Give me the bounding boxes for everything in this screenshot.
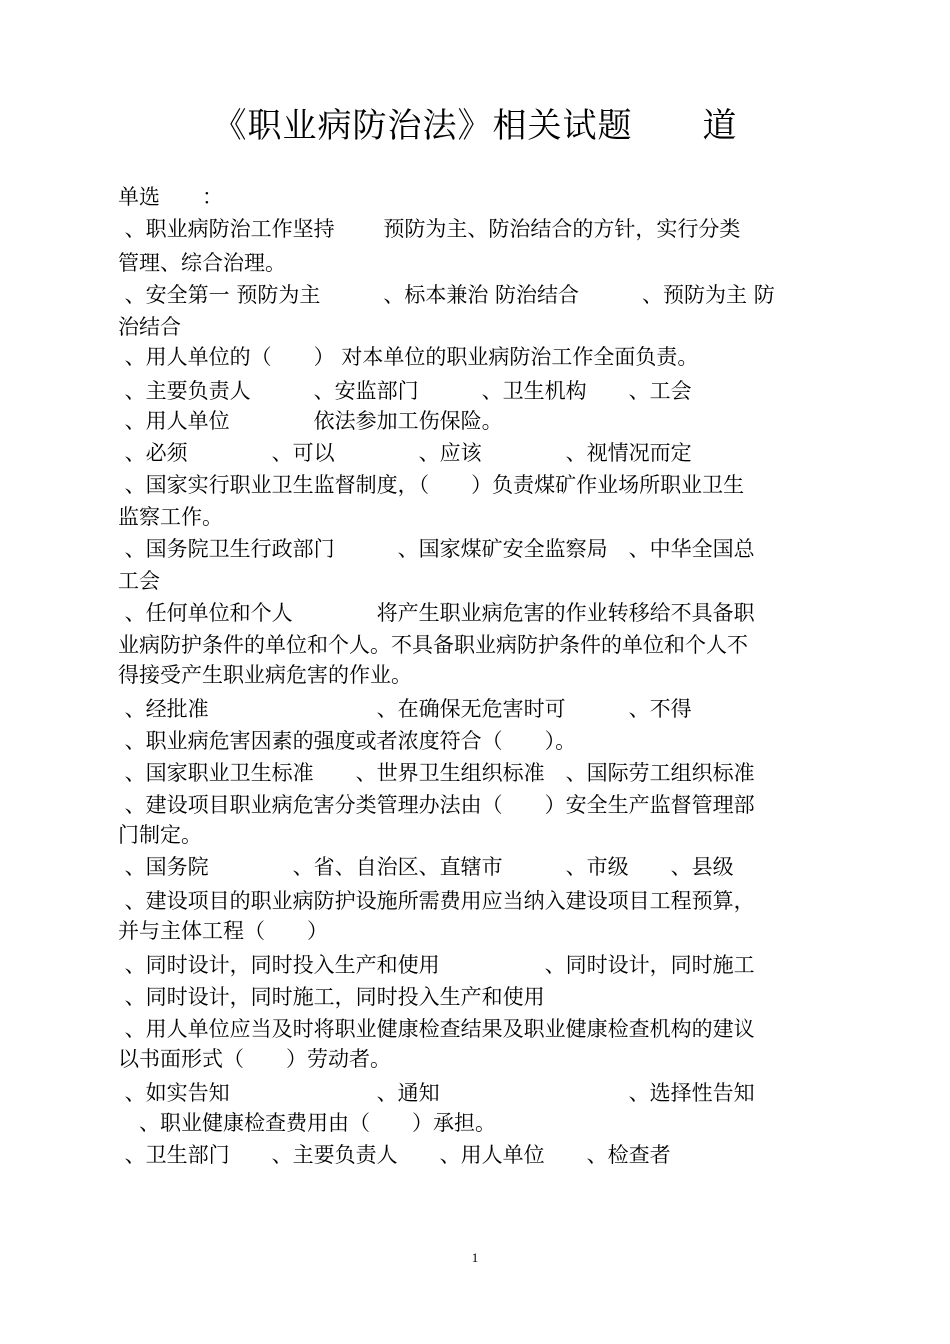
text-line: 治结合 bbox=[118, 315, 181, 339]
text-line: 、如实告知 、通知 、选择性告知 bbox=[118, 1081, 755, 1105]
section-heading: 单选 ： bbox=[118, 185, 223, 209]
text-line: 、国务院卫生行政部门 、国家煤矿安全监察局 、中华全国总 bbox=[118, 537, 755, 561]
text-line: 、用人单位应当及时将职业健康检查结果及职业健康检查机构的建议 bbox=[118, 1017, 755, 1041]
text-line: 、建设项目的职业病防护设施所需费用应当纳入建设项目工程预算， bbox=[118, 889, 755, 913]
text-line: 、主要负责人 、安监部门 、卫生机构 、工会 bbox=[118, 379, 692, 403]
text-line: 、用人单位的（ ） 对本单位的职业病防治工作全面负责。 bbox=[118, 345, 699, 369]
text-line: 、必须 、可以 、应该 、视情况而定 bbox=[118, 441, 692, 465]
page-number: 1 bbox=[471, 1250, 479, 1265]
text-line: 门制定。 bbox=[118, 823, 202, 847]
text-line: 、职业病防治工作坚持 预防为主、防治结合的方针，实行分类 bbox=[118, 217, 741, 241]
text-line: 、建设项目职业病危害分类管理办法由（ ）安全生产监督管理部 bbox=[118, 793, 755, 817]
text-line: 、国家实行职业卫生监督制度，（ ）负责煤矿作业场所职业卫生 bbox=[118, 473, 745, 497]
text-line: 监察工作。 bbox=[118, 505, 223, 529]
text-line: 、卫生部门 、主要负责人 、用人单位 、检查者 bbox=[118, 1143, 671, 1167]
text-line: 并与主体工程（ ） bbox=[118, 919, 328, 943]
text-line: 、任何单位和个人 将产生职业病危害的作业转移给不具备职 bbox=[118, 601, 755, 625]
text-line: 管理、综合治理。 bbox=[118, 251, 286, 275]
text-line: 、国家职业卫生标准 、世界卫生组织标准 、国际劳工组织标准 bbox=[118, 761, 755, 785]
text-line: 、同时设计，同时投入生产和使用 、同时设计，同时施工 bbox=[118, 953, 755, 977]
document-title: 《职业病防治法》相关试题 道 bbox=[212, 106, 738, 146]
text-line: 、同时设计，同时施工，同时投入生产和使用 bbox=[118, 985, 545, 1009]
text-line: 、经批准 、在确保无危害时可 、不得 bbox=[118, 697, 692, 721]
text-line: 得接受产生职业病危害的作业。 bbox=[118, 663, 412, 687]
text-line: 、用人单位 依法参加工伤保险。 bbox=[118, 409, 503, 433]
text-line: 工会 bbox=[118, 569, 160, 593]
text-line: 业病防护条件的单位和个人。不具备职业病防护条件的单位和个人不 bbox=[118, 633, 748, 657]
text-line: 、职业健康检查费用由（ ）承担。 bbox=[118, 1111, 496, 1135]
text-line: 、职业病危害因素的强度或者浓度符合（ ）。 bbox=[118, 729, 577, 753]
text-line: 、安全第一 预防为主 、标本兼治 防治结合 、预防为主 防 bbox=[118, 283, 775, 307]
text-line: 、国务院 、省、自治区、直辖市 、市级 、县级 bbox=[118, 855, 734, 879]
text-line: 以书面形式（ ）劳动者。 bbox=[118, 1047, 391, 1071]
